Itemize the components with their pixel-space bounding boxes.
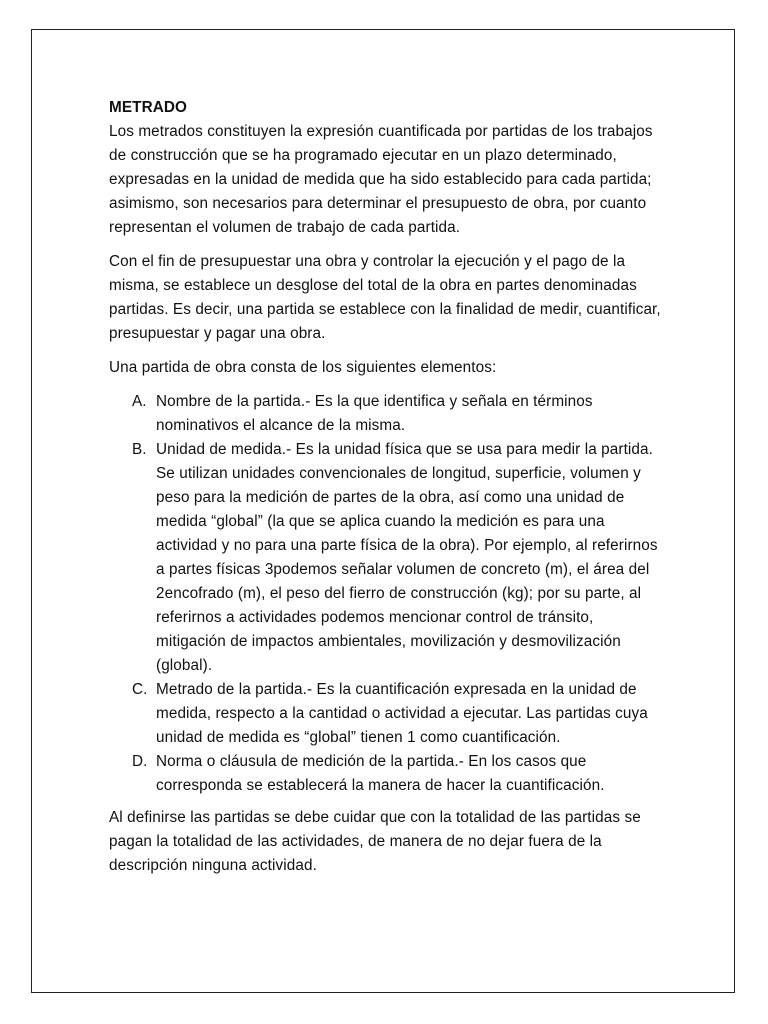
list-item — [109, 678, 665, 750]
paragraph-budget: Con el fin de presupuestar una obra y controlar la ejecución y el pago de la misma, se establece un desglose del total de la obra en partes denominadas partidas. Es decir, una partida se establece con la finalidad de medir, cuantificar, presupuestar y pagar una obra. — [109, 253, 661, 342]
paragraph-closing: Al definirse las partidas se debe cuidar que con la totalidad de las partidas se pagan la totalidad de las actividades, de manera de no dejar fuera de la descripción ninguna actividad. — [109, 809, 641, 874]
list-item — [109, 438, 665, 678]
list-item-text: Norma o cláusula de medición de la partida.- En los casos que corresponda se establecerá la manera de hacer la cuantificación. — [156, 753, 605, 794]
paragraph-intro: Los metrados constituyen la expresión cuantificada por partidas de los trabajos de construcción que se ha programado ejecutar en un plazo determinado, expresadas en la unidad de medida que ha sido establecido para cada partida; asimismo, son necesarios para determinar el presupuesto de obra, por cuanto representan el volumen de trabajo de cada partida. — [109, 123, 653, 236]
list-item — [109, 390, 665, 438]
paragraph-elements-intro: Una partida de obra consta de los siguientes elementos: — [109, 359, 497, 376]
document-title: METRADO — [109, 99, 188, 116]
elements-list — [109, 390, 665, 798]
list-item-text: Metrado de la partida.- Es la cuantificación expresada en la unidad de medida, respecto a la cantidad o actividad a ejecutar. Las partidas cuya unidad de medida es “global” tienen 1 como cuantificación. — [156, 681, 648, 746]
list-item-text: Unidad de medida.- Es la unidad física que se usa para medir la partida. Se utilizan unidades convencionales de longitud, superficie, volumen y peso para la medición de partes de la obra, así como una unidad de medida “global” (la que se aplica cuando la medición es para una actividad y no para una parte física de la obra). Por ejemplo, al referirnos a partes físicas 3podemos señalar volumen de concreto (m), el área del 2encofrado (m), el peso del fierro de construcción (kg); por su parte, al referirnos a actividades podemos mencionar control de tránsito, mitigación de impactos ambientales, movilización y desmovilización (global). — [156, 441, 658, 674]
list-item-text: Nombre de la partida.- Es la que identifica y señala en términos nominativos el alcance de la misma. — [156, 393, 593, 434]
list-marker: C. — [132, 681, 148, 698]
list-marker: A. — [132, 393, 147, 410]
list-marker: B. — [132, 441, 147, 458]
list-marker: D. — [132, 753, 148, 770]
list-item — [109, 750, 665, 798]
document-body — [109, 96, 665, 888]
